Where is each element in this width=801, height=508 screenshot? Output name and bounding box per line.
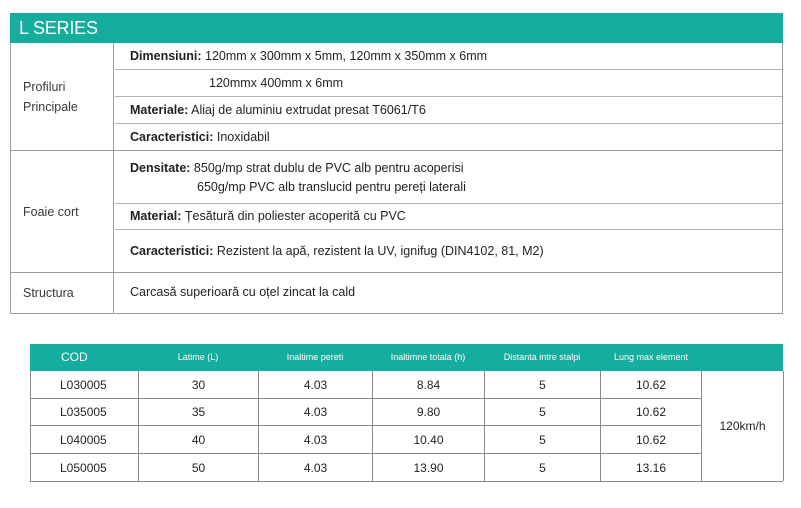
spec-value: Inoxidabil: [213, 130, 270, 144]
cell-lung-max: 10.62: [601, 371, 702, 399]
cell-distanta: 5: [485, 371, 601, 399]
wind-speed-cell: 120km/h: [702, 371, 784, 481]
cell-distanta: 5: [485, 454, 601, 481]
group-label-line: Profiluri: [23, 79, 66, 94]
cell-lung-max: 10.62: [601, 426, 702, 454]
cell-inaltime-pereti: 4.03: [259, 426, 373, 454]
spec-row-materiale: [115, 97, 782, 124]
cell-cod: L050005: [31, 454, 139, 481]
header-cod: COD: [61, 350, 88, 364]
series-title: L SERIES: [19, 18, 98, 38]
spec-key: Dimensiuni:: [130, 49, 202, 63]
spec-key: Caracteristici:: [130, 244, 214, 258]
series-header: [10, 13, 783, 43]
spec-key: Densitate:: [130, 161, 191, 175]
cell-inaltime-totala: 13.90: [373, 454, 485, 481]
header-distanta: Distanta intre stalpi: [503, 352, 581, 362]
spec-row-densitate: [115, 151, 782, 204]
spec-value: 120mmx 400mm x 6mm: [209, 76, 344, 90]
spec-value: 850g/mp strat dublu de PVC alb pentru acoperisi: [190, 161, 464, 175]
spec-row-caracteristici-foaie: [115, 230, 782, 273]
cell-distanta: 5: [485, 399, 601, 426]
spec-group-profiluri: [11, 43, 782, 151]
spec-row-caracteristici: [115, 124, 782, 151]
code-table-header: [30, 344, 783, 371]
spec-value: 650g/mp PVC alb translucid pentru pereți laterali: [197, 180, 466, 194]
group-label-line: Principale: [23, 99, 78, 114]
spec-row-structura: [115, 273, 782, 313]
header-lung-max: Lung max element: [613, 352, 689, 362]
group-label-line: Foaie cort: [23, 204, 79, 219]
spec-group-label: [11, 151, 114, 272]
cell-cod: L030005: [31, 371, 139, 399]
spec-value: Carcasă superioară cu oțel zincat la cald: [130, 285, 356, 299]
spec-key: Caracteristici:: [130, 130, 214, 144]
spec-table: [10, 43, 783, 314]
code-table: [30, 344, 783, 482]
cell-latime: 30: [139, 371, 259, 399]
spec-row-dimensiuni-cont: [115, 70, 782, 97]
code-table-body: [30, 371, 783, 482]
cell-inaltime-pereti: 4.03: [259, 399, 373, 426]
cell-latime: 40: [139, 426, 259, 454]
header-inaltime-pereti: Inaltime pereti: [286, 352, 344, 362]
cell-latime: 50: [139, 454, 259, 481]
cell-inaltime-pereti: 4.03: [259, 454, 373, 481]
cell-cod: L040005: [31, 426, 139, 454]
header-latime: Latime (L): [177, 352, 219, 362]
spec-group-label: [11, 273, 114, 313]
cell-lung-max: 13.16: [601, 454, 702, 481]
spec-value: Aliaj de aluminiu extrudat presat T6061/T6: [188, 103, 426, 117]
spec-value: 120mm x 300mm x 5mm, 120mm x 350mm x 6mm: [201, 49, 488, 63]
spec-group-structura: [11, 273, 782, 313]
spec-value: Rezistent la apă, rezistent la UV, ignifug (DIN4102, 81, M2): [213, 244, 544, 258]
cell-inaltime-totala: 8.84: [373, 371, 485, 399]
cell-cod: L035005: [31, 399, 139, 426]
spec-row-dimensiuni: [115, 43, 782, 70]
header-inaltime-totala: Inaltimne totala (h): [390, 352, 466, 362]
cell-latime: 35: [139, 399, 259, 426]
spec-group-label: [11, 43, 114, 150]
cell-distanta: 5: [485, 426, 601, 454]
spec-group-foaie-cort: [11, 151, 782, 273]
spec-row-material: [115, 204, 782, 230]
spec-key: Materiale:: [130, 103, 189, 117]
cell-lung-max: 10.62: [601, 399, 702, 426]
cell-inaltime-totala: 9.80: [373, 399, 485, 426]
spec-key: Material:: [130, 209, 182, 223]
group-label-line: Structura: [23, 286, 74, 300]
cell-inaltime-pereti: 4.03: [259, 371, 373, 399]
cell-inaltime-totala: 10.40: [373, 426, 485, 454]
spec-value: Țesătură din poliester acoperită cu PVC: [181, 209, 406, 223]
